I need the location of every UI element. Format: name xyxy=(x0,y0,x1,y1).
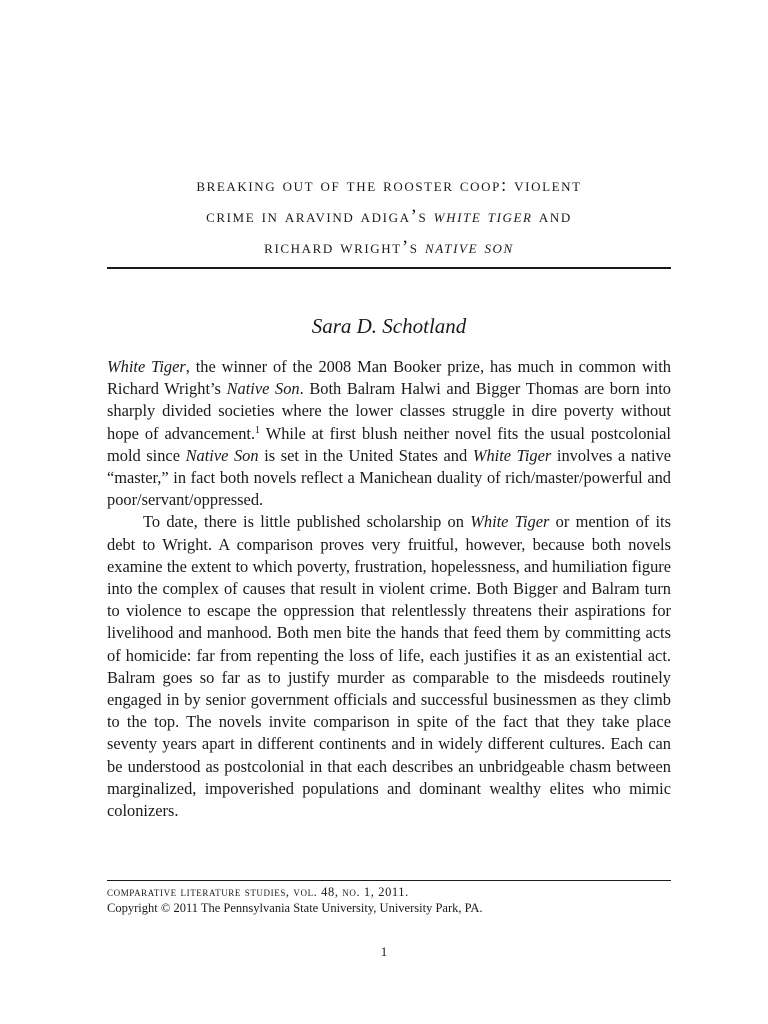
p1-text-4: . Both Balram Halwi and Bigger Thomas are born into sharply divided societies where the lower classes struggle in dire poverty without hope of advancement. xyxy=(107,379,671,443)
p1-text-10: involves a native “master,” in fact both novels reflect a Manichean duality of rich/master/powerful and poor/servant/oppressed. xyxy=(107,445,671,510)
paragraph-1 xyxy=(107,356,671,511)
title-line-3-pre: richard wright’s xyxy=(264,237,425,258)
p2-text-3: or mention of its debt to Wright. A comparison proves very fruitful, however, because both novels examine the extent to which poverty, frustration, hopelessness, and humiliation figure into the complex of causes that result in violent crime. Both Bigger and Balram turn to violence to escape the oppression that relentlessly threatens their aspirations for livelihood and manhood. Both men bite the hands that feed them by committing acts of homicide: far from repenting the loss of life, each justifies it as an existential act. Balram goes so far as to justify murder as comparable to the misdeeds routinely engaged in by senior government officials and successful businessmen as they climb to the top. The novels invite comparison in spite of the fact that they take place seventy years apart in different continents and in widely different cultures. Each can be understood as postcolonial in that each describes an unbridgeable chasm between marginalized, impoverished populations and dominant wealthy elites who mimic colonizers. xyxy=(107,512,671,821)
title-line-3 xyxy=(107,232,671,263)
footnote-marker[interactable]: 1 xyxy=(255,424,261,436)
author-name: Sara D. Schotland xyxy=(311,314,467,338)
page-number: 1 xyxy=(380,944,388,959)
journal-citation: comparative literature studies, vol. 48, no. 1, 2011. xyxy=(107,885,409,899)
article-body xyxy=(107,356,671,822)
title-line-2-pre: crime in aravind adiga’s xyxy=(206,206,434,227)
p1-text-6: While at first blush neither novel fits the usual postcolonial mold since xyxy=(107,423,671,465)
p1-em-3: Native Son xyxy=(226,379,300,399)
title-line-1 xyxy=(107,170,671,201)
title-rule xyxy=(107,267,671,269)
page-footer xyxy=(107,884,671,916)
title-work-native-son: native son xyxy=(424,237,514,258)
p1-text-8: is set in the United States and xyxy=(258,445,473,465)
title-work-white-tiger: white tiger xyxy=(433,206,533,227)
p1-em-9: White Tiger xyxy=(472,445,552,465)
copyright-notice: Copyright © 2011 The Pennsylvania State University, University Park, PA. xyxy=(107,901,483,915)
title-line-2-post: and xyxy=(532,206,572,227)
article-title xyxy=(107,170,671,263)
p1-text-2: , the winner of the 2008 Man Booker prize, has much in common with Richard Wright’s xyxy=(107,357,671,399)
p1-em-7: Native Son xyxy=(185,445,259,465)
p2-em-2: White Tiger xyxy=(470,512,550,532)
paragraph-2 xyxy=(107,511,671,822)
title-line-1-text: breaking out of the rooster coop: violent xyxy=(196,175,582,196)
p2-text-1: To date, there is little published scholarship on xyxy=(143,512,471,532)
p1-em-1: White Tiger xyxy=(107,357,186,376)
title-line-2 xyxy=(107,201,671,232)
footer-rule xyxy=(107,880,671,881)
